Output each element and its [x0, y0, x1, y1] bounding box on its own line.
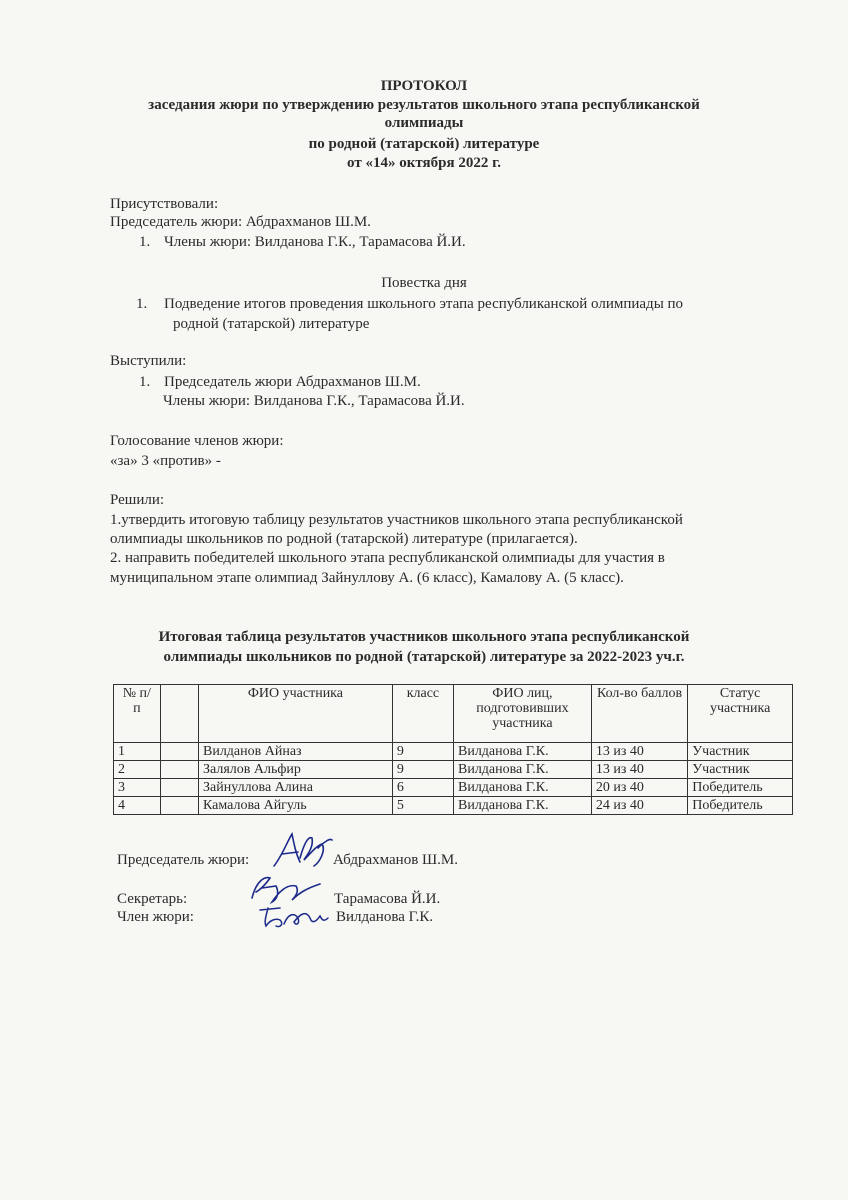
- agenda-title: Повестка дня: [381, 275, 467, 291]
- cell-empty: [160, 743, 198, 761]
- table-row: [114, 743, 793, 761]
- table-header-row: [114, 685, 793, 743]
- cell-no: 1: [114, 743, 161, 761]
- cell-class: 9: [392, 743, 453, 761]
- cell-name: Камалова Айгуль: [198, 797, 392, 815]
- decided-p2-line2: муниципальном этапе олимпиад Зайнуллову А. (6 класс), Камалову А. (5 класс).: [110, 570, 624, 586]
- cell-status: Участник: [688, 761, 793, 779]
- present-chair: Председатель жюри: Абдрахманов Ш.М.: [110, 214, 371, 230]
- cell-status: Победитель: [688, 779, 793, 797]
- cell-no: 2: [114, 761, 161, 779]
- decided-p2-line1: 2. направить победителей школьного этапа республиканской олимпиады для участия в: [110, 550, 665, 566]
- sig-member-label: Член жюри:: [117, 909, 194, 925]
- table-row: [114, 761, 793, 779]
- vote-result: «за» 3 «против» -: [110, 453, 221, 469]
- present-members: Члены жюри: Вилданова Г.К., Тарамасова Й.И.: [164, 234, 466, 250]
- cell-no: 4: [114, 797, 161, 815]
- cell-empty: [160, 779, 198, 797]
- vote-label: Голосование членов жюри:: [110, 433, 284, 449]
- doc-title: ПРОТОКОЛ: [380, 78, 468, 94]
- table-title-line1: Итоговая таблица результатов участников школьного этапа республиканской: [158, 629, 690, 645]
- cell-score: 20 из 40: [591, 779, 687, 797]
- decided-p1-line1: 1.утвердить итоговую таблицу результатов участников школьного этапа республиканской: [110, 512, 683, 528]
- sig-chair-name: Абдрахманов Ш.М.: [333, 852, 458, 868]
- spoke-chair: Председатель жюри Абдрахманов Ш.М.: [164, 374, 421, 390]
- present-members-num: 1.: [139, 234, 151, 250]
- header-no: № п/ п: [114, 685, 161, 743]
- cell-status: Участник: [688, 743, 793, 761]
- cell-teacher: Вилданова Г.К.: [453, 761, 591, 779]
- cell-score: 13 из 40: [591, 743, 687, 761]
- cell-teacher: Вилданова Г.К.: [453, 779, 591, 797]
- cell-score: 24 из 40: [591, 797, 687, 815]
- cell-no: 3: [114, 779, 161, 797]
- cell-name: Залялов Альфир: [198, 761, 392, 779]
- cell-status: Победитель: [688, 797, 793, 815]
- sig-member-name: Вилданова Г.К.: [336, 909, 434, 925]
- agenda-item-line1: Подведение итогов проведения школьного этапа республиканской олимпиады по: [164, 296, 684, 312]
- header-status: Статус участника: [688, 685, 793, 743]
- sig-chair-label: Председатель жюри:: [117, 852, 250, 868]
- decided-p1-line2: олимпиады школьников по родной (татарской) литературе (прилагается).: [110, 531, 578, 547]
- cell-class: 6: [392, 779, 453, 797]
- sig-secretary-name: Тарамасова Й.И.: [334, 891, 441, 907]
- decided-label: Решили:: [110, 492, 165, 508]
- doc-date: от «14» октября 2022 г.: [347, 155, 501, 171]
- agenda-item-line2: родной (татарской) литературе: [173, 316, 370, 332]
- doc-subtitle-line2: олимпиады: [384, 115, 464, 131]
- doc-subtitle-line1: заседания жюри по утверждению результатов школьного этапа республиканской: [148, 97, 700, 113]
- cell-empty: [160, 797, 198, 815]
- header-teacher: ФИО лиц, подготовивших участника: [453, 685, 591, 743]
- cell-teacher: Вилданова Г.К.: [453, 797, 591, 815]
- sig-secretary-label: Секретарь:: [117, 891, 188, 907]
- cell-empty: [160, 761, 198, 779]
- cell-class: 9: [392, 761, 453, 779]
- header-name: ФИО участника: [198, 685, 392, 743]
- table-title-line2: олимпиады школьников по родной (татарской) литературе за 2022-2023 уч.г.: [163, 649, 685, 665]
- header-empty: [160, 685, 198, 743]
- cell-class: 5: [392, 797, 453, 815]
- spoke-members: Члены жюри: Вилданова Г.К., Тарамасова Й.И.: [163, 393, 465, 409]
- header-class: класс: [392, 685, 453, 743]
- cell-name: Зайнуллова Алина: [198, 779, 392, 797]
- table-row: [114, 779, 793, 797]
- spoke-item-num: 1.: [139, 374, 151, 390]
- agenda-item-num: 1.: [136, 296, 148, 312]
- spoke-label: Выступили:: [110, 353, 187, 369]
- header-score: Кол-во баллов: [591, 685, 687, 743]
- cell-teacher: Вилданова Г.К.: [453, 743, 591, 761]
- doc-subtitle-line3: по родной (татарской) литературе: [308, 136, 540, 152]
- chair-signature-icon: [270, 826, 334, 874]
- member-signature-icon: [254, 900, 330, 930]
- cell-score: 13 из 40: [591, 761, 687, 779]
- present-label: Присутствовали:: [110, 196, 219, 212]
- cell-name: Вилданов Айназ: [198, 743, 392, 761]
- results-table: [113, 684, 793, 815]
- table-row: [114, 797, 793, 815]
